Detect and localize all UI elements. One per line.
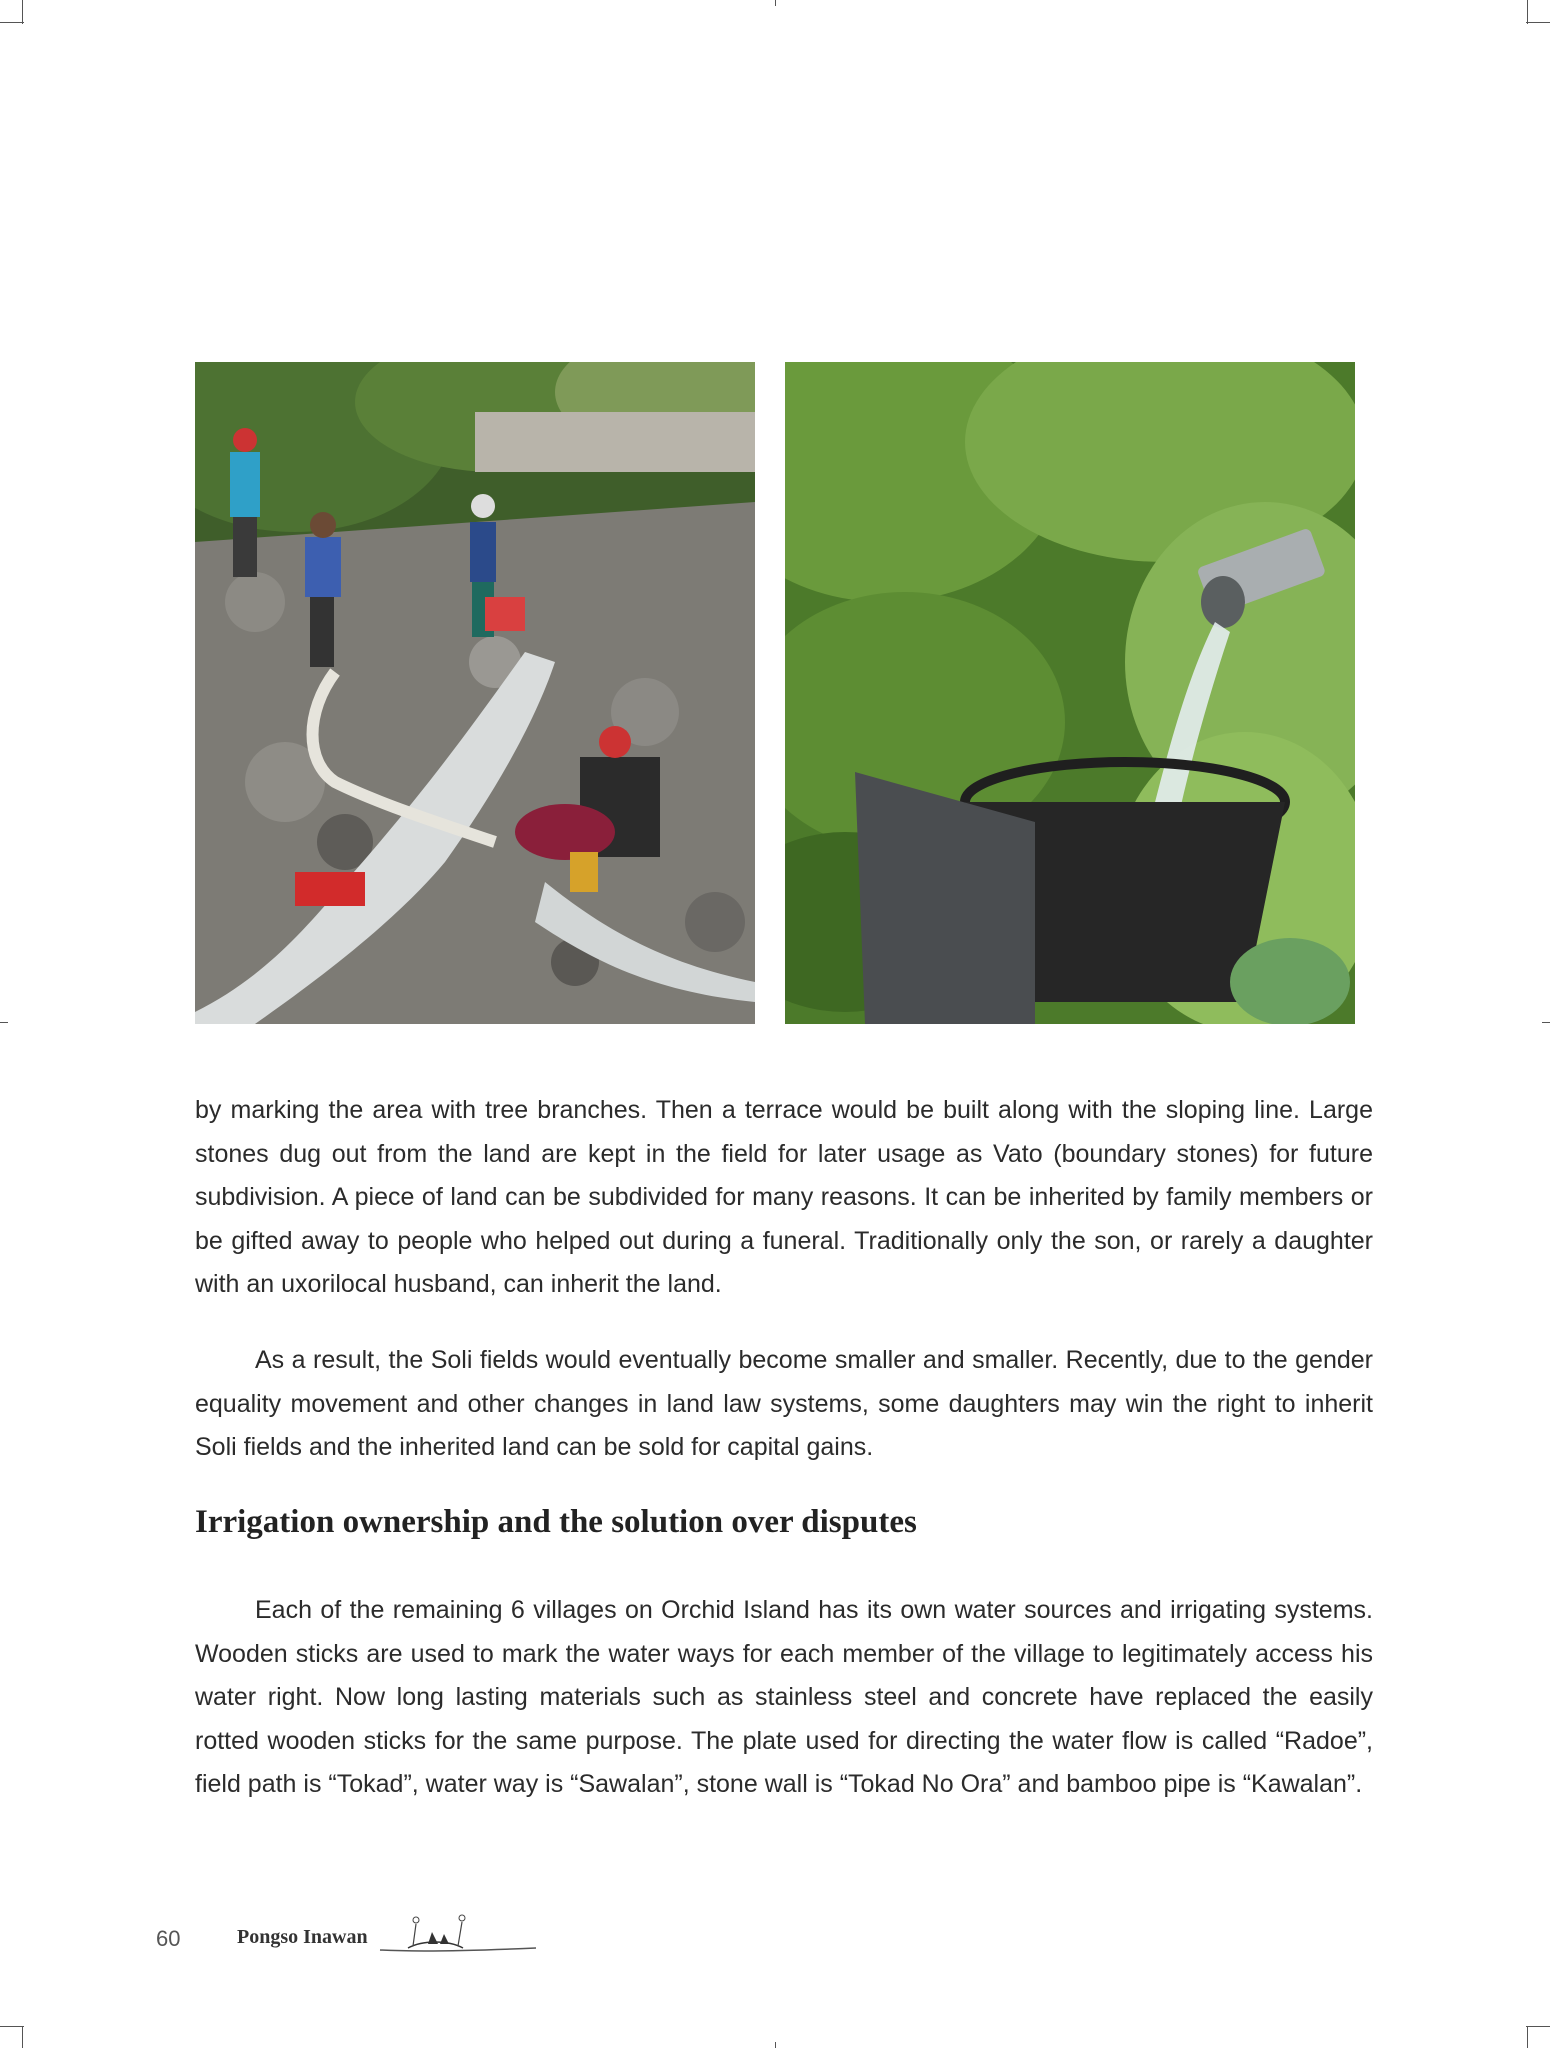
crop-mark-top-right-v: [1527, 0, 1528, 24]
body-paragraph-2: As a result, the Soli fields would eventually become smaller and smaller. Recently, due to the gender equality movement and other changes in land law systems, some daughters may win the right to inherit Soli fields and the inherited land can be sold for capital gains.: [195, 1346, 1373, 1461]
crop-mark-bottom-right-v: [1527, 2026, 1528, 2048]
crop-mark-top-right-h: [1526, 22, 1550, 23]
page-number: 60: [156, 1926, 181, 1951]
crop-mark-top-left-v: [22, 0, 23, 24]
crop-mark-bottom-left-h: [0, 2026, 24, 2027]
crop-mark-left-mid: [0, 1022, 8, 1023]
crop-mark-top-left-h: [0, 22, 24, 23]
crop-mark-bottom-right-h: [1526, 2026, 1550, 2027]
crop-mark-top-center: [775, 0, 776, 6]
crop-mark-bottom-left-v: [22, 2026, 23, 2048]
running-title: Pongso Inawan: [237, 1926, 368, 1948]
crop-mark-right-mid: [1542, 1022, 1550, 1023]
section-heading: Irrigation ownership and the solution over disputes: [195, 1504, 917, 1540]
stream-pipe-photo: [195, 362, 755, 1024]
boat-sketch-logo: [378, 1910, 538, 1960]
body-paragraph-3: Each of the remaining 6 villages on Orchid Island has its own water sources and irrigating systems. Wooden sticks are used to mark the water ways for each member of the village to legitimately access his water right. Now long lasting materials such as stainless steel and concrete have replaced the easily rotted wooden sticks for the same purpose. The plate used for directing the water flow is called “Radoe”, field path is “Tokad”, water way is “Sawalan”, stone wall is “Tokad No Ora” and bamboo pipe is “Kawalan”.: [195, 1596, 1373, 1798]
pipe-basket-photo: [785, 362, 1355, 1024]
body-paragraph-1: by marking the area with tree branches. Then a terrace would be built along with the sloping line. Large stones dug out from the land are kept in the field for later usage as Vato (boundary stones) for future subdivision. A piece of land can be subdivided for many reasons. It can be inherited by family members or be gifted away to people who helped out during a funeral. Traditionally only the son, or rarely a daughter with an uxorilocal husband, can inherit the land.: [195, 1096, 1373, 1298]
crop-mark-bottom-center: [775, 2042, 776, 2048]
